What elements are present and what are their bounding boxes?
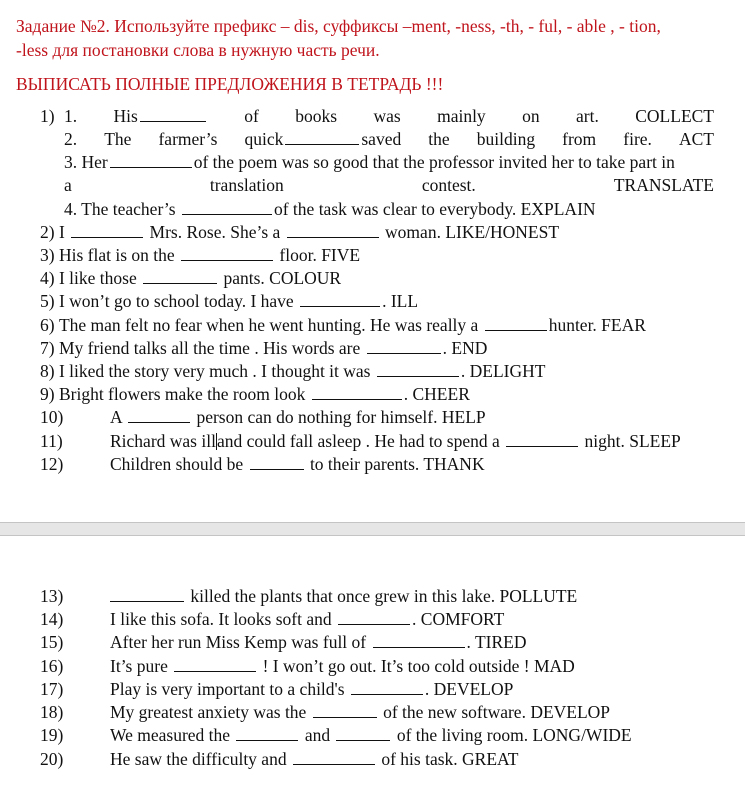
instruction: ВЫПИСАТЬ ПОЛНЫЕ ПРЕДЛОЖЕНИЯ В ТЕТРАДЬ !!! — [16, 74, 444, 94]
answer-blank[interactable] — [71, 221, 143, 238]
answer-blank[interactable] — [143, 267, 217, 284]
list-item: 7) My friend talks all the time . His words are . END — [40, 338, 488, 358]
answer-blank[interactable] — [293, 748, 375, 765]
list-item: 11) Richard was illand could fall asleep . He had to spend a night. SLEEP — [40, 431, 681, 451]
list-item: 8) I liked the story very much . I thought it was . DELIGHT — [40, 361, 546, 381]
list-item: 4) I like those pants. COLOUR — [40, 268, 342, 288]
answer-blank[interactable] — [506, 430, 578, 447]
exercise-1-sub-3: 3. Her of the poem was so good that the professor invited her to take part in — [64, 152, 675, 172]
list-item: 3) His flat is on the floor. FIVE — [40, 245, 361, 265]
answer-blank[interactable] — [377, 360, 459, 377]
page-break — [0, 522, 745, 536]
answer-blank[interactable] — [336, 724, 390, 741]
answer-blank[interactable] — [338, 608, 410, 625]
answer-blank[interactable] — [351, 678, 423, 695]
answer-blank[interactable] — [181, 244, 273, 261]
answer-blank[interactable] — [174, 655, 256, 672]
list-item: 20) He saw the difficulty and of his task. GREAT — [40, 749, 519, 769]
list-item: 15) After her run Miss Kemp was full of . TIRED — [40, 632, 527, 652]
answer-blank[interactable] — [485, 314, 547, 331]
answer-blank[interactable] — [140, 105, 206, 122]
list-item: 6) The man felt no fear when he went hunting. He was really a hunter. FEAR — [40, 315, 646, 335]
exercise-1-sub-4: 4. The teacher’s of the task was clear to everybody. EXPLAIN — [64, 199, 596, 219]
answer-blank[interactable] — [110, 585, 184, 602]
answer-blank[interactable] — [285, 128, 359, 145]
answer-blank[interactable] — [373, 631, 465, 648]
answer-blank[interactable] — [182, 198, 272, 215]
list-item: 2) I Mrs. Rose. She’s a woman. LIKE/HONEST — [40, 222, 560, 242]
document-page-2 — [0, 537, 745, 805]
answer-blank[interactable] — [236, 724, 298, 741]
task-line-1: Задание №2. Используйте префикс – dis, суффиксы –ment, -ness, -th, - ful, - able , - tion, — [16, 16, 661, 36]
answer-blank[interactable] — [300, 290, 380, 307]
answer-blank[interactable] — [110, 151, 192, 168]
list-item: 5) I won’t go to school today. I have . ILL — [40, 291, 419, 311]
answer-blank[interactable] — [367, 337, 441, 354]
answer-blank[interactable] — [313, 701, 377, 718]
list-item: 19) We measured the and of the living room. LONG/WIDE — [40, 725, 632, 745]
list-item: 9) Bright flowers make the room look . CHEER — [40, 384, 470, 404]
exercise-1-sub-2: 2. The farmer’s quick saved the building from fire. ACT — [64, 129, 714, 149]
list-item: 17) Play is very important to a child's . DEVELOP — [40, 679, 514, 699]
answer-blank[interactable] — [312, 383, 402, 400]
answer-blank[interactable] — [128, 406, 190, 423]
task-heading — [16, 14, 731, 62]
answer-blank[interactable] — [250, 453, 304, 470]
answer-blank[interactable] — [287, 221, 379, 238]
list-item: 14) I like this sofa. It looks soft and . COMFORT — [40, 609, 505, 629]
exercise-1-sub-1: 1. His of books was mainly on art. COLLECT — [64, 106, 714, 126]
task-line-2: -less для постановки слова в нужную часть речи. — [16, 40, 380, 60]
list-item: 16) It’s pure ! I won’t go out. It’s too cold outside ! MAD — [40, 656, 575, 676]
exercise-1-sub-3-cont: a translation contest. TRANSLATE — [64, 175, 714, 195]
list-item: 10) A person can do nothing for himself. HELP — [40, 407, 486, 427]
item-number: 1) — [40, 106, 55, 126]
list-item: 13) killed the plants that once grew in this lake. POLLUTE — [40, 586, 578, 606]
list-item: 12) Children should be to their parents. THANK — [40, 454, 485, 474]
list-item: 18) My greatest anxiety was the of the new software. DEVELOP — [40, 702, 611, 722]
